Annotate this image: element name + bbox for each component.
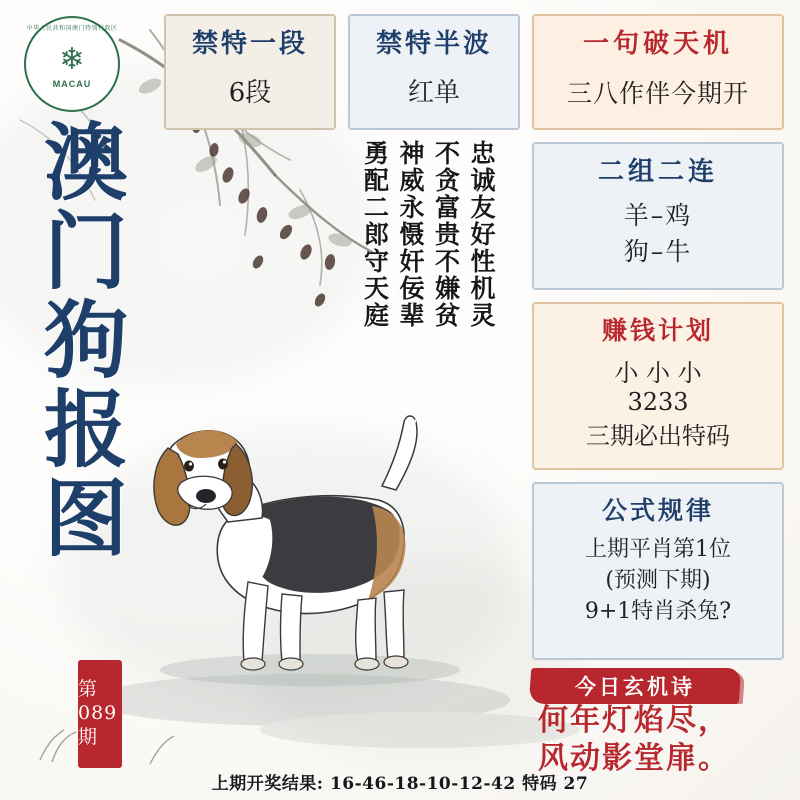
- info-box-value: 6段: [228, 78, 272, 108]
- poem-line-3: 神威永慑奸佞辈: [396, 140, 425, 329]
- info-box-line-1: 羊–鸡: [623, 201, 693, 230]
- riddle-line-1: 何年灯焰尽，: [538, 703, 730, 738]
- emblem-ring-text: 中华人民共和国澳门特别行政区: [26, 26, 118, 32]
- info-box-line-1: 上期平肖第1位: [585, 537, 731, 562]
- poem-line-1: 忠诚友好性机灵: [467, 140, 496, 329]
- info-box-header: 公式规律: [601, 496, 714, 525]
- last-draw-result: [0, 769, 800, 794]
- info-box-header: 禁特一段: [191, 29, 308, 59]
- info-box-value: 红单: [407, 78, 460, 108]
- info-box-forbidden-halfwave: [348, 14, 520, 130]
- info-box-formula-rule: [532, 482, 784, 660]
- macau-emblem: [24, 16, 120, 112]
- info-box-money-plan: [532, 302, 784, 470]
- lotus-icon: ❄: [59, 43, 85, 76]
- riddle-ribbon-label: 今日玄机诗: [575, 674, 695, 699]
- info-box-line-1: 小 小 小: [614, 359, 702, 387]
- special-code-value: 27: [563, 774, 589, 794]
- title-char-1: 澳: [43, 113, 128, 212]
- info-box-value: 三八作伴今期开: [566, 79, 749, 108]
- riddle-ribbon: [530, 668, 740, 704]
- title-char-4: 报: [43, 380, 128, 480]
- title-char-3: 狗: [43, 291, 128, 391]
- poem-line-4: 勇配二郎守天庭: [360, 140, 390, 329]
- riddle-line-2: 风动影堂扉。: [538, 740, 730, 776]
- title-char-5: 图: [43, 469, 128, 569]
- info-box-line-2: 狗–牛: [623, 237, 693, 266]
- info-box-line-2: 3233: [627, 388, 689, 416]
- emblem-name: MACAU: [52, 79, 92, 89]
- info-box-header: 一句破天机: [582, 29, 733, 59]
- title-char-2: 门: [43, 202, 128, 302]
- info-box-line-2: (预测下期): [605, 568, 711, 593]
- info-box-line-3: 三期必出特码: [586, 422, 730, 450]
- info-box-line-3: 9+1特肖杀兔?: [584, 599, 732, 624]
- riddle-poem: [476, 702, 792, 777]
- issue-badge: 第089期: [78, 660, 122, 768]
- info-box-forbidden-segment: [164, 14, 336, 130]
- last-draw-numbers: 16-46-18-10-12-42: [329, 774, 516, 794]
- poem-line-2: 不贪富贵不嫌贫: [431, 140, 461, 329]
- special-code-label: 特码: [522, 774, 558, 794]
- info-box-tianji: [532, 14, 784, 130]
- last-draw-label: 上期开奖结果:: [211, 774, 324, 794]
- info-box-header: 赚钱计划: [601, 316, 714, 345]
- info-box-header: 二组二连: [597, 157, 718, 187]
- info-box-two-groups: [532, 142, 784, 290]
- info-box-header: 禁特半波: [375, 29, 492, 59]
- poem-block: [360, 140, 496, 440]
